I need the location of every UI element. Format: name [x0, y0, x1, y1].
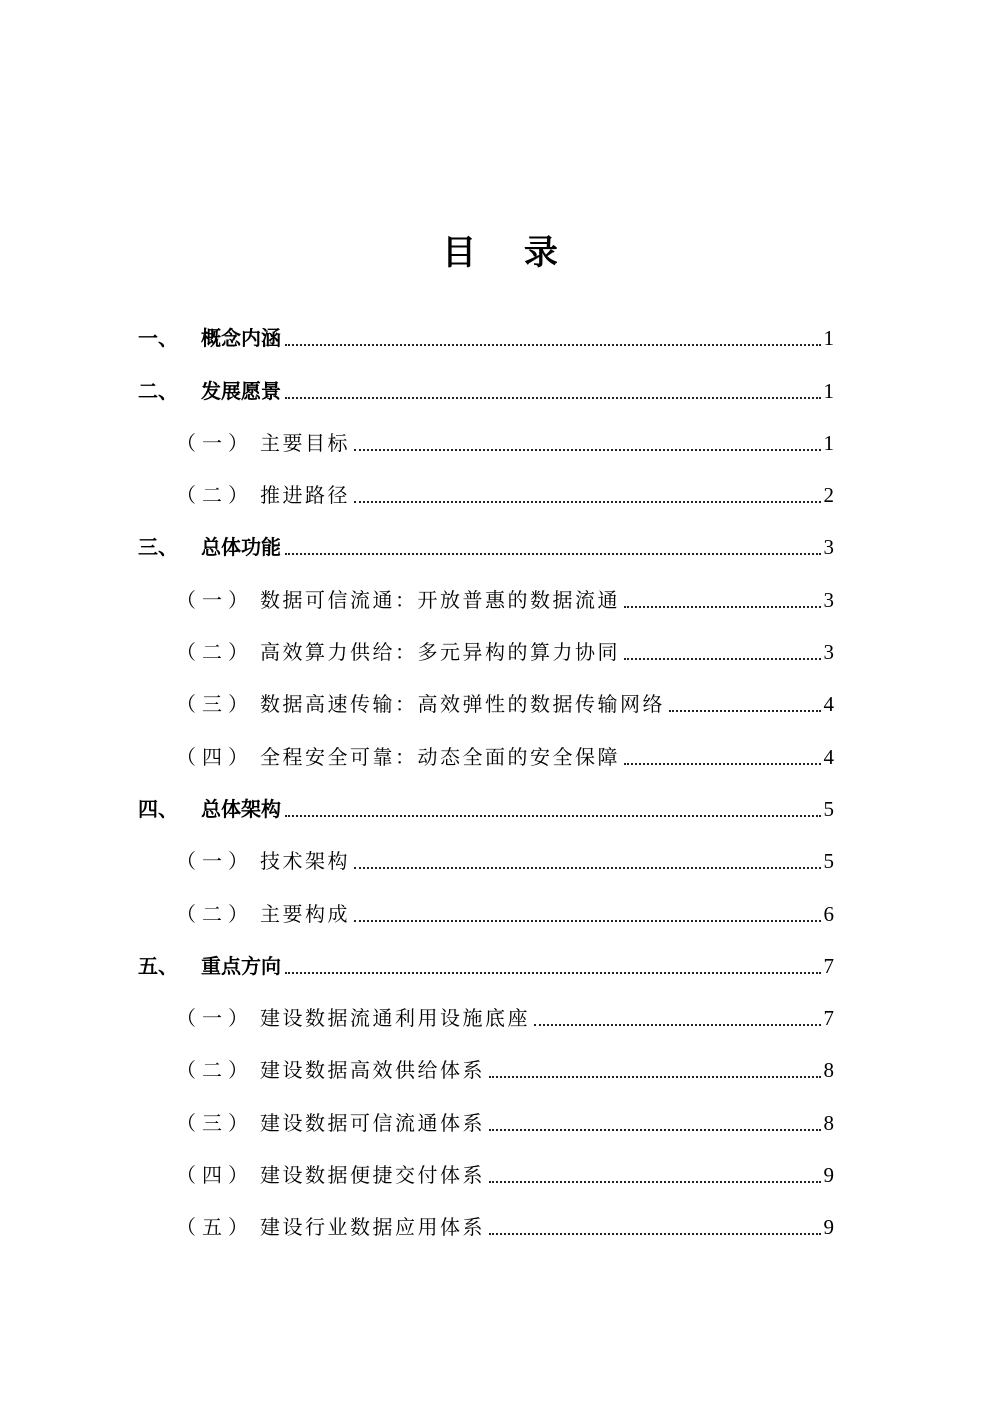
toc-entry-number: （二） [176, 640, 254, 665]
toc-entry-page-number: 9 [823, 1163, 834, 1188]
toc-entry-page-number: 6 [823, 901, 834, 926]
page-title: 目 录 [442, 232, 576, 273]
toc-section-entry[interactable] [138, 980, 834, 1032]
toc-entry-label: 推进路径 [260, 483, 350, 508]
toc-entry-page-number: 1 [823, 430, 834, 455]
toc-dot-leader [489, 1181, 821, 1183]
toc-section-entry[interactable] [138, 405, 834, 457]
toc-dot-leader [489, 1076, 821, 1078]
toc-dot-leader [624, 658, 821, 660]
toc-entry-label: 建设数据高效供给体系 [260, 1058, 485, 1083]
toc-entry-label: 建设数据可信流通体系 [260, 1110, 485, 1135]
toc-dot-leader [285, 553, 821, 555]
toc-entry-number: 五、 [138, 953, 178, 978]
toc-entry-page-number: 5 [823, 849, 834, 874]
toc-entry-label: 主要构成 [260, 901, 350, 926]
toc-dot-leader [354, 867, 821, 869]
toc-chapter-entry[interactable] [138, 300, 834, 352]
toc-entry-number: 三、 [138, 535, 178, 560]
toc-entry-number: 四、 [138, 796, 178, 821]
toc-entry-label: 发展愿景 [201, 378, 281, 403]
toc-dot-leader [354, 449, 821, 451]
toc-entry-label: 总体功能 [201, 535, 281, 560]
toc-entry-number: （一） [176, 849, 254, 874]
toc-dot-leader [285, 815, 821, 817]
toc-section-entry[interactable] [138, 875, 834, 927]
toc-entry-label: 技术架构 [260, 849, 350, 874]
toc-entry-number: （四） [176, 1163, 254, 1188]
toc-section-entry[interactable] [138, 666, 834, 718]
toc-entry-label: 数据可信流通：开放普惠的数据流通 [260, 587, 620, 612]
toc-entry-number: （二） [176, 901, 254, 926]
toc-section-entry[interactable] [138, 1032, 834, 1084]
toc-entry-page-number: 1 [823, 326, 834, 351]
toc-entry-number: （二） [176, 483, 254, 508]
toc-entry-page-number: 7 [823, 1006, 834, 1031]
toc-entry-label: 总体架构 [201, 796, 281, 821]
toc-section-entry[interactable] [138, 561, 834, 613]
toc-entry-number: （一） [176, 1006, 254, 1031]
toc-entry-label: 高效算力供给：多元异构的算力协同 [260, 640, 620, 665]
toc-dot-leader [285, 972, 821, 974]
toc-dot-leader [624, 606, 821, 608]
toc-entry-page-number: 3 [823, 640, 834, 665]
toc-section-entry[interactable] [138, 1084, 834, 1136]
toc-entry-label: 概念内涵 [201, 326, 281, 351]
toc-entry-page-number: 5 [823, 796, 834, 821]
toc-entry-number: 二、 [138, 378, 178, 403]
toc-dot-leader [489, 1129, 821, 1131]
toc-entry-page-number: 4 [823, 692, 834, 717]
toc-entry-page-number: 3 [823, 587, 834, 612]
toc-entry-label: 主要目标 [260, 430, 350, 455]
toc-entry-number: （三） [176, 692, 254, 717]
toc-dot-leader [669, 710, 821, 712]
toc-entry-number: （二） [176, 1058, 254, 1083]
toc-section-entry[interactable] [138, 823, 834, 875]
toc-chapter-entry[interactable] [138, 928, 834, 980]
toc-chapter-entry[interactable] [138, 771, 834, 823]
toc-chapter-entry[interactable] [138, 509, 834, 561]
toc-entry-number: （一） [176, 587, 254, 612]
toc-entry-page-number: 7 [823, 953, 834, 978]
toc-dot-leader [489, 1233, 821, 1235]
toc-dot-leader [285, 397, 821, 399]
toc-dot-leader [285, 344, 821, 346]
toc-entry-number: （一） [176, 430, 254, 455]
toc-entry-page-number: 9 [823, 1215, 834, 1240]
toc-section-entry[interactable] [138, 457, 834, 509]
toc-dot-leader [534, 1024, 821, 1026]
toc-entry-label: 建设数据流通利用设施底座 [260, 1006, 530, 1031]
toc-dot-leader [354, 920, 821, 922]
toc-section-entry[interactable] [138, 718, 834, 770]
toc-section-entry[interactable] [138, 614, 834, 666]
table-of-contents [138, 300, 834, 1241]
toc-entry-page-number: 3 [823, 535, 834, 560]
toc-entry-page-number: 4 [823, 744, 834, 769]
toc-entry-label: 建设数据便捷交付体系 [260, 1163, 485, 1188]
toc-entry-label: 重点方向 [201, 953, 281, 978]
toc-entry-page-number: 1 [823, 378, 834, 403]
toc-entry-page-number: 8 [823, 1110, 834, 1135]
toc-entry-number: （五） [176, 1215, 254, 1240]
toc-dot-leader [624, 763, 821, 765]
toc-entry-number: 一、 [138, 326, 178, 351]
toc-entry-label: 全程安全可靠：动态全面的安全保障 [260, 744, 620, 769]
toc-chapter-entry[interactable] [138, 352, 834, 404]
toc-entry-page-number: 2 [823, 483, 834, 508]
toc-entry-label: 数据高速传输：高效弹性的数据传输网络 [260, 692, 665, 717]
toc-entry-label: 建设行业数据应用体系 [260, 1215, 485, 1240]
toc-entry-number: （三） [176, 1110, 254, 1135]
toc-section-entry[interactable] [138, 1189, 834, 1241]
toc-section-entry[interactable] [138, 1137, 834, 1189]
toc-entry-number: （四） [176, 744, 254, 769]
toc-dot-leader [354, 501, 821, 503]
toc-entry-page-number: 8 [823, 1058, 834, 1083]
